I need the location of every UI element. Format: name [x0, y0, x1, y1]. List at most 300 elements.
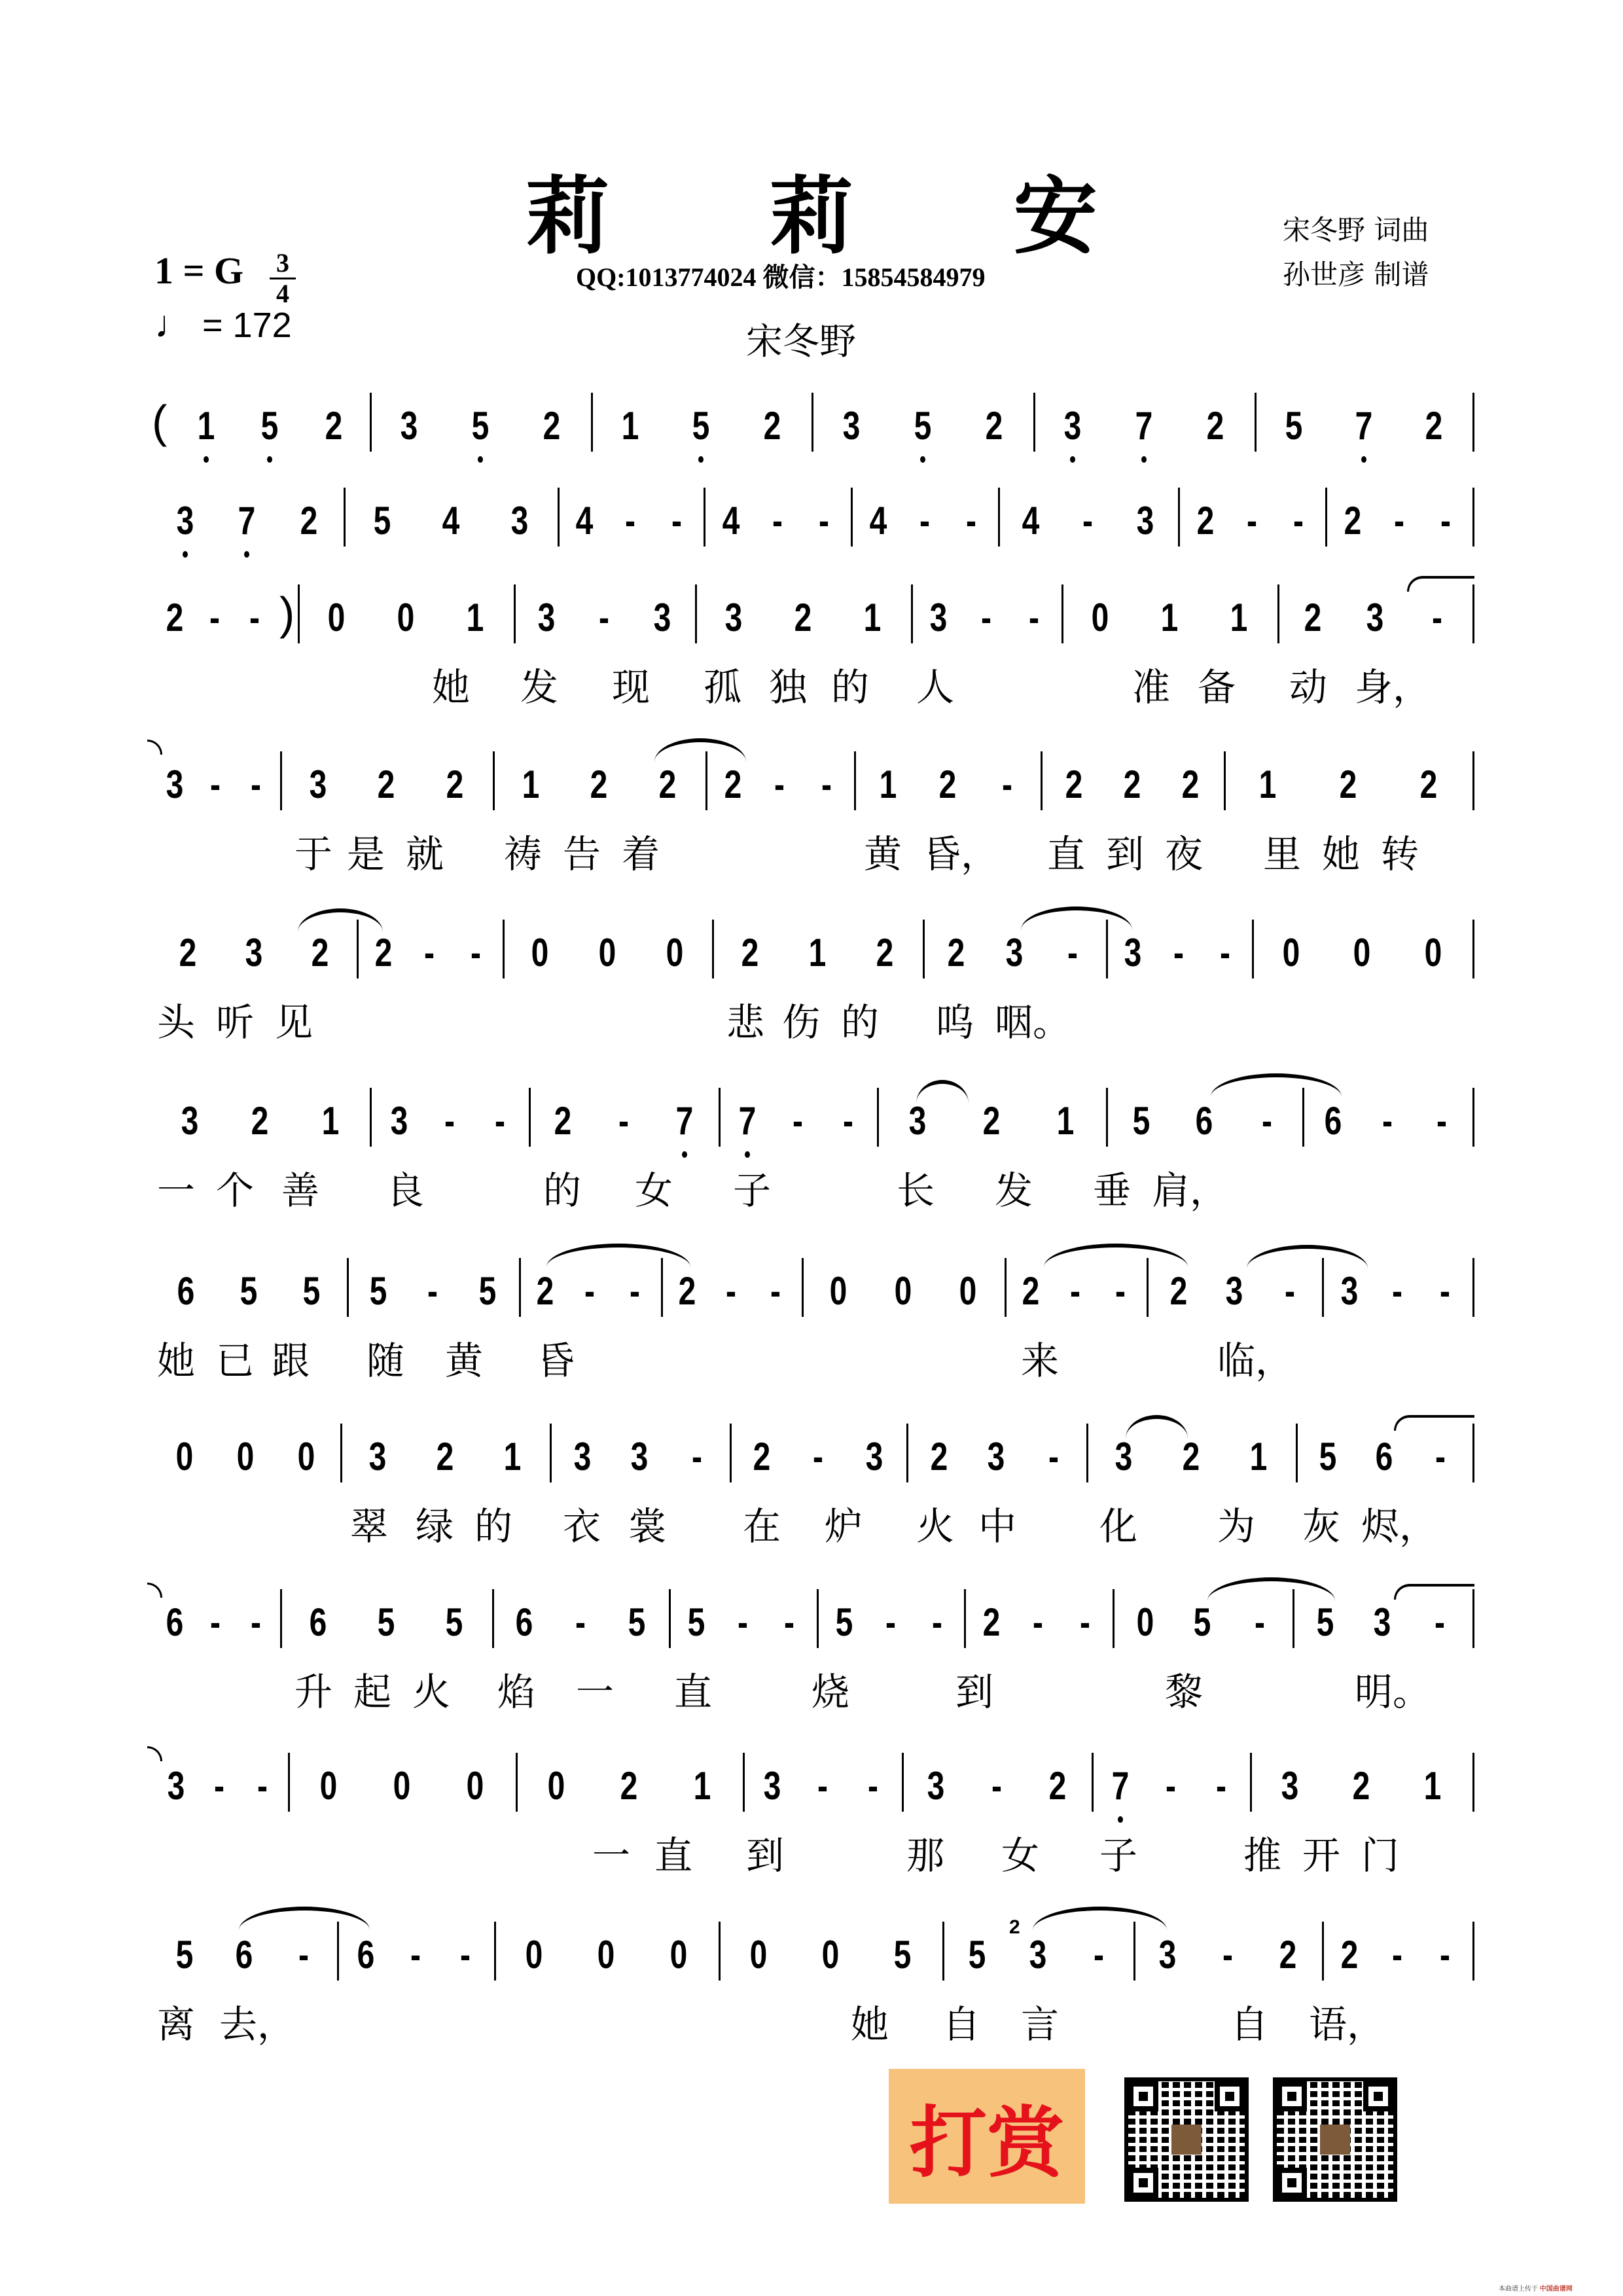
lyric-syllable: 夜	[1165, 832, 1204, 876]
note-extension: -	[817, 1763, 828, 1808]
lyric-syllable: 的	[474, 1504, 513, 1549]
note: 0	[598, 930, 616, 975]
lyric-syllable: 临，	[1217, 1338, 1294, 1383]
note: 3	[988, 1434, 1005, 1479]
barline	[923, 920, 925, 978]
lyrics-line	[0, 1661, 1623, 1714]
note: 5	[893, 1932, 912, 1977]
measure	[284, 758, 489, 810]
note: 0	[1282, 930, 1300, 975]
note: 6	[1324, 1098, 1342, 1143]
note-extension: -	[210, 1600, 221, 1644]
note: 3	[309, 762, 327, 806]
measure	[1281, 591, 1469, 643]
lyric-syllable: 离	[157, 2002, 196, 2047]
note: 1	[1249, 1434, 1267, 1479]
note: 1	[863, 595, 882, 639]
note: 6	[1375, 1434, 1393, 1479]
measure	[174, 399, 366, 452]
credit-arranger: 孙世彦 制谱	[1283, 259, 1429, 291]
note: 1	[621, 403, 639, 448]
measure	[154, 1596, 276, 1648]
note: 2	[1279, 1932, 1297, 1977]
note-extension: -	[410, 1932, 421, 1977]
note-extension: -	[813, 1434, 823, 1479]
note-extension: -	[1173, 930, 1185, 975]
lyric-syllable: 伤	[782, 1000, 821, 1045]
measure	[523, 1265, 657, 1317]
quarter-note-icon: ♩	[154, 303, 192, 346]
qr-code-wechat-pay	[1124, 2077, 1249, 2202]
note: 3	[927, 1763, 945, 1808]
barline	[802, 1258, 804, 1317]
lyric-syllable: 直	[1047, 832, 1086, 876]
note: 1	[1160, 595, 1179, 639]
lyric-syllable: 言	[1021, 2002, 1060, 2047]
barline	[1325, 488, 1327, 547]
lyric-syllable: 发	[520, 665, 559, 709]
time-sig-denominator: 4	[276, 279, 289, 308]
tie-arc	[1394, 1584, 1474, 1600]
score-row	[0, 920, 1623, 992]
note: 5	[302, 1268, 321, 1313]
barline	[288, 1753, 290, 1812]
open-repeat-paren: (	[152, 396, 168, 447]
note-extension: -	[444, 1098, 455, 1143]
barline	[998, 488, 1000, 547]
note-extension: -	[1094, 1932, 1105, 1977]
lyric-syllable: 推	[1243, 1833, 1282, 1878]
note: 3	[1374, 1600, 1391, 1644]
tie-arc	[147, 1583, 162, 1598]
note-extension: -	[210, 762, 221, 806]
lyric-syllable: 子	[1099, 1833, 1138, 1878]
lyric-syllable: 于	[294, 832, 333, 876]
reward-button[interactable]: 打赏	[889, 2069, 1085, 2204]
measure	[665, 1265, 798, 1317]
note: 0	[466, 1763, 484, 1808]
tie-arc	[1044, 1244, 1188, 1267]
note: 5	[257, 403, 283, 448]
note: 2	[985, 403, 1003, 448]
measure	[821, 1596, 960, 1648]
note: 2	[1048, 1763, 1066, 1808]
lyric-syllable: 着	[622, 832, 660, 876]
note: 5	[687, 1600, 705, 1644]
note-extension: -	[1393, 498, 1404, 543]
barline	[1472, 1922, 1474, 1981]
tie-arc	[147, 1746, 162, 1761]
measure	[806, 1265, 1001, 1317]
score-row	[0, 1753, 1623, 1825]
note-extension: -	[1033, 1600, 1044, 1644]
barline	[1106, 1088, 1108, 1147]
note-extension: -	[1255, 1600, 1266, 1644]
note: 4	[722, 498, 740, 543]
measure	[1258, 399, 1469, 452]
lyric-syllable: 直	[654, 1833, 693, 1878]
lyric-syllable: 直	[674, 1670, 713, 1714]
lyric-syllable: 黄	[445, 1338, 484, 1383]
note-extension: -	[618, 1098, 629, 1143]
lyric-syllable: 善	[281, 1168, 320, 1213]
note-extension: -	[692, 1434, 703, 1479]
note: 0	[959, 1268, 977, 1313]
tie-arc	[1407, 576, 1474, 592]
note-extension: -	[424, 930, 435, 975]
note: 2	[1196, 498, 1214, 543]
note: 4	[442, 498, 459, 543]
lyric-syllable: 头	[157, 1000, 196, 1045]
measure	[154, 1430, 336, 1482]
note: 2	[436, 1434, 454, 1479]
note: 3	[1115, 1434, 1133, 1479]
footer-credit	[1499, 2283, 1573, 2293]
note: 1	[1258, 762, 1277, 806]
measure	[302, 591, 510, 643]
note-extension: -	[1082, 498, 1094, 543]
lyric-syllable: 裳	[628, 1504, 667, 1549]
note: 2	[1123, 762, 1141, 806]
lyric-syllable: 语，	[1309, 2002, 1385, 2047]
note: 2	[1425, 403, 1442, 448]
barline	[704, 488, 705, 547]
lyric-syllable: 明。	[1355, 1670, 1431, 1714]
note-extension: -	[257, 1763, 268, 1808]
measure	[709, 758, 850, 810]
barline	[550, 1424, 552, 1482]
lyric-syllable: 孤	[704, 665, 742, 709]
measure	[1256, 926, 1469, 978]
barline	[591, 393, 593, 452]
lyric-syllable: 她	[1322, 832, 1361, 876]
measure	[1182, 494, 1321, 547]
lyric-syllable: 一	[576, 1670, 615, 1714]
note: 5	[373, 498, 391, 543]
lyric-syllable: 炉	[825, 1504, 863, 1549]
measure	[1228, 758, 1469, 810]
note: 2	[543, 403, 560, 448]
lyric-syllable: 长	[897, 1168, 935, 1213]
barline	[1061, 584, 1063, 643]
measure	[699, 591, 907, 643]
lyric-syllable: 昏	[537, 1338, 575, 1383]
note: 5	[1285, 403, 1302, 448]
lyric-syllable: 自	[1230, 2002, 1269, 2047]
note: 5	[835, 1600, 853, 1644]
measure	[595, 399, 808, 452]
measure	[154, 1928, 333, 1981]
note-extension: -	[1293, 498, 1304, 543]
note-extension: -	[885, 1600, 896, 1644]
note: 0	[397, 595, 415, 639]
note: 0	[236, 1434, 255, 1479]
note: 6	[515, 1600, 533, 1644]
note: 3	[510, 498, 528, 543]
measure	[1137, 1928, 1318, 1981]
note: 5	[1194, 1600, 1211, 1644]
note-extension: -	[821, 762, 832, 806]
note: 3	[865, 1434, 883, 1479]
measure	[154, 758, 276, 810]
lyric-syllable: 一	[592, 1833, 631, 1878]
measure	[722, 1928, 938, 1981]
measure	[1326, 1265, 1469, 1317]
lyric-syllable: 自	[942, 2002, 981, 2047]
barline	[370, 1088, 372, 1147]
score-row	[0, 488, 1623, 560]
tie-arc	[1126, 1415, 1188, 1439]
note: 2	[794, 595, 812, 639]
measure	[520, 1759, 739, 1812]
measure	[915, 591, 1058, 643]
credit-composer: 宋冬野 词曲	[1283, 214, 1429, 246]
lyric-syllable: 个	[216, 1168, 255, 1213]
lyric-syllable: 黎	[1165, 1670, 1204, 1714]
lyric-syllable: 为	[1217, 1504, 1256, 1549]
note-extension: -	[965, 498, 976, 543]
lyric-syllable: 悲	[726, 1000, 765, 1045]
time-signature	[270, 250, 296, 307]
measure	[1044, 758, 1220, 810]
barline	[1296, 1424, 1298, 1482]
measure	[1065, 591, 1274, 643]
tie-arc	[239, 1907, 370, 1930]
lyric-syllable: 在	[743, 1504, 781, 1549]
note: 3	[1281, 1763, 1299, 1808]
barline	[514, 584, 516, 643]
barline	[1472, 584, 1474, 643]
barline	[298, 584, 300, 643]
lyric-syllable: 升	[294, 1670, 333, 1714]
note: 2	[1419, 762, 1437, 806]
lyric-syllable: 跟	[272, 1338, 310, 1383]
qr-logo-icon	[1320, 2125, 1350, 2155]
measure	[707, 494, 847, 547]
barline	[1472, 920, 1474, 978]
note-extension: -	[774, 762, 785, 806]
score-row	[0, 1589, 1623, 1661]
barline	[1322, 1922, 1324, 1981]
score-row	[0, 1088, 1623, 1160]
lyric-syllable: 中	[978, 1504, 1017, 1549]
tie-arc	[1021, 906, 1132, 930]
note: 2	[179, 930, 196, 975]
lyric-syllable: 到	[955, 1670, 994, 1714]
lyric-syllable: 里	[1263, 832, 1302, 876]
barline	[558, 488, 560, 547]
barline	[743, 1753, 745, 1812]
lyric-syllable: 祷	[504, 832, 543, 876]
note: 2	[947, 930, 965, 975]
note: 7	[1107, 1763, 1133, 1808]
measure	[154, 1759, 284, 1812]
barline	[280, 1589, 282, 1648]
note-extension: -	[625, 498, 636, 543]
note: 1	[808, 930, 827, 975]
note: 2	[1352, 1763, 1370, 1808]
note: 1	[879, 762, 897, 806]
note: 2	[1182, 1434, 1200, 1479]
note-extension: -	[249, 595, 260, 639]
measure	[968, 1596, 1109, 1648]
note: 3	[1158, 1932, 1177, 1977]
note: 2	[938, 762, 956, 806]
measure	[716, 926, 919, 978]
note-extension: -	[1285, 1268, 1296, 1313]
barline	[942, 1922, 944, 1981]
barline	[817, 1589, 819, 1648]
note: 3	[1124, 930, 1142, 975]
qr-finder-icon	[1363, 2081, 1393, 2111]
note: 5	[968, 1932, 986, 1977]
lyric-syllable: 化	[1099, 1504, 1138, 1549]
measure	[533, 1094, 715, 1147]
note: 1	[693, 1763, 711, 1808]
note: 0	[547, 1763, 565, 1808]
note: 2	[658, 762, 677, 806]
barline	[669, 1589, 671, 1648]
note-extension: -	[671, 498, 682, 543]
note-extension: -	[1435, 1434, 1446, 1479]
note-extension: -	[784, 1600, 795, 1644]
barline	[1472, 1424, 1474, 1482]
note-extension: -	[726, 1268, 737, 1313]
lyrics-line	[0, 823, 1623, 876]
note: 5	[1319, 1434, 1337, 1479]
lyric-syllable: 到	[746, 1833, 785, 1878]
note: 0	[1136, 1600, 1154, 1644]
barline	[370, 393, 372, 452]
footer-brand: 中国曲谱网	[1539, 2286, 1573, 2293]
note: 0	[175, 1434, 194, 1479]
barline	[854, 751, 856, 810]
note: 2	[876, 930, 894, 975]
note: 5	[1316, 1600, 1334, 1644]
note: 2	[1304, 595, 1322, 639]
barline	[1113, 1589, 1115, 1648]
measure	[518, 591, 691, 643]
lyric-syllable: 她	[157, 1338, 196, 1383]
note-extension: -	[298, 1932, 309, 1977]
note-extension: -	[251, 1600, 261, 1644]
measure	[344, 1430, 546, 1482]
note: 5	[369, 1268, 387, 1313]
note: 0	[327, 595, 346, 639]
barline	[492, 1589, 494, 1648]
lyric-syllable: 肩，	[1152, 1168, 1228, 1213]
lyric-syllable: 已	[216, 1338, 255, 1383]
note: 6	[309, 1600, 327, 1644]
lyric-syllable: 人	[916, 665, 955, 709]
lyric-syllable: 到	[1106, 832, 1145, 876]
note: 3	[1136, 498, 1154, 543]
barline	[493, 751, 495, 810]
note: 1	[321, 1098, 340, 1143]
barline	[503, 920, 505, 978]
note: 2	[1206, 403, 1224, 448]
note: 2	[166, 595, 183, 639]
lyrics-line	[0, 1825, 1623, 1878]
measure	[855, 494, 994, 547]
barline	[906, 1424, 908, 1482]
note: 3	[400, 403, 418, 448]
barline	[964, 1589, 966, 1648]
note: 3	[1225, 1268, 1243, 1313]
note-extension: -	[1382, 1098, 1393, 1143]
lyric-syllable: 去，	[219, 2002, 296, 2047]
tie-arc	[654, 738, 746, 762]
note: 5	[467, 403, 493, 448]
lyric-syllable: 开	[1302, 1833, 1341, 1878]
barline	[1277, 584, 1279, 643]
lyric-syllable: 告	[563, 832, 601, 876]
lyric-syllable: 焰	[497, 1670, 536, 1714]
measure	[747, 1759, 898, 1812]
note: 2	[982, 1600, 1001, 1644]
note: 7	[1351, 403, 1377, 448]
note-extension: -	[1439, 1268, 1450, 1313]
note: 0	[666, 930, 683, 975]
note: 2	[753, 1434, 771, 1479]
note: 0	[821, 1932, 840, 1977]
barline	[911, 584, 913, 643]
note: 3	[1005, 930, 1024, 975]
note: 3	[763, 1763, 781, 1808]
note: 2	[300, 498, 318, 543]
barline	[1086, 1424, 1088, 1482]
time-sig-numerator: 3	[276, 248, 289, 278]
note: 3	[167, 1763, 185, 1808]
tie-arc	[916, 1080, 969, 1103]
lyrics-line	[0, 1496, 1623, 1549]
measure	[507, 926, 708, 978]
lyric-syllable: 咽。	[995, 1000, 1071, 1045]
note: 5	[240, 1268, 258, 1313]
note-extension: -	[575, 1600, 586, 1644]
note: 3	[908, 1098, 927, 1143]
singer-name: 宋冬野	[746, 321, 856, 363]
footer-text: 本曲谱上传于	[1499, 2286, 1538, 2293]
note-extension: -	[867, 1763, 878, 1808]
lyric-syllable: 现	[612, 665, 651, 709]
measure	[673, 1596, 813, 1648]
note: 2	[1169, 1268, 1188, 1313]
note: 2	[982, 1098, 1001, 1143]
note: 5	[628, 1600, 646, 1644]
barline	[1005, 1258, 1007, 1317]
note: 2	[446, 762, 464, 806]
note: 3	[631, 1434, 649, 1479]
measure	[1329, 494, 1469, 547]
score-row	[0, 1258, 1623, 1330]
lyric-syllable: 身，	[1355, 665, 1431, 709]
lyric-syllable: 起	[353, 1670, 392, 1714]
note-extension: -	[919, 498, 930, 543]
barline	[1224, 751, 1226, 810]
lyric-syllable: 准	[1132, 665, 1171, 709]
barline	[695, 584, 697, 643]
barline	[1255, 393, 1257, 452]
note-extension: -	[1028, 595, 1039, 639]
lyrics-line	[0, 656, 1623, 709]
measure	[374, 1094, 525, 1147]
barline	[1472, 1258, 1474, 1317]
lyric-syllable: 发	[995, 1168, 1033, 1213]
lyric-syllable: 垂	[1093, 1168, 1132, 1213]
score-row	[0, 1424, 1623, 1496]
note: 1	[193, 403, 219, 448]
